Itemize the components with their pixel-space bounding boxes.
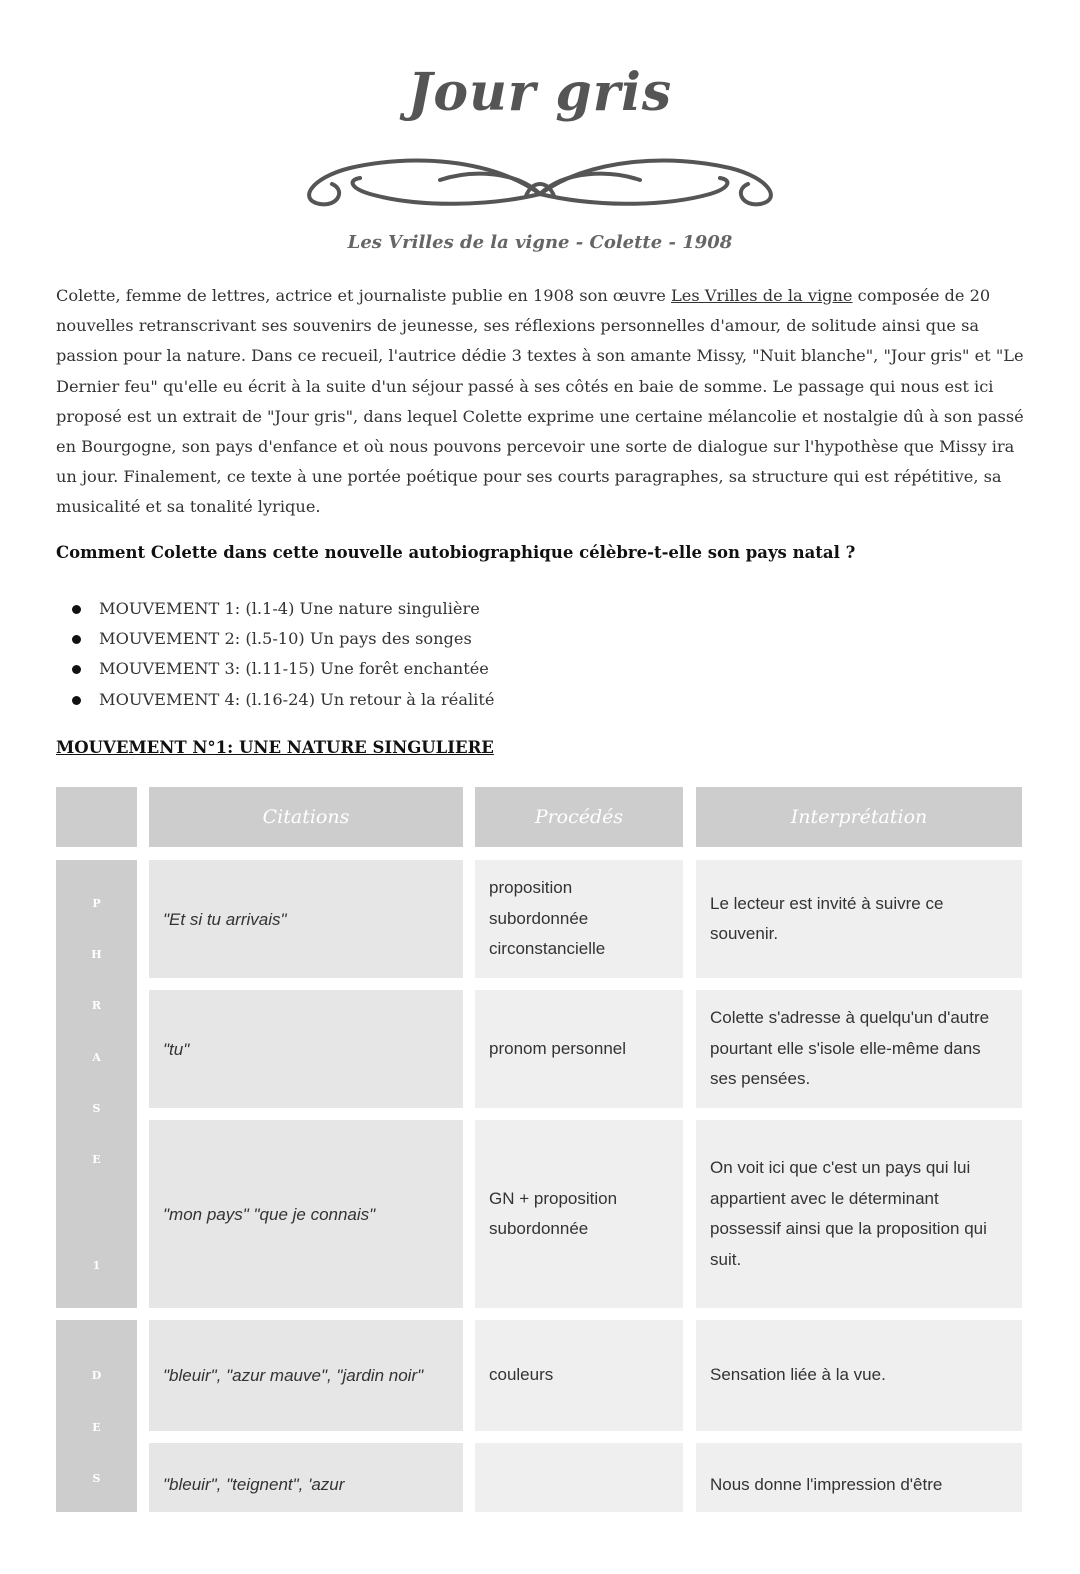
header-citations: Citations	[149, 787, 463, 847]
bullet-icon	[72, 665, 81, 674]
table-cell-citation: "tu"	[149, 990, 463, 1108]
bullet-icon	[72, 605, 81, 614]
group-letter: E	[92, 1421, 101, 1434]
subtitle: Les Vrilles de la vigne - Colette - 1908	[347, 232, 733, 253]
group-letter: 1	[92, 1259, 101, 1272]
table-cell-interpretation: Le lecteur est invité à suivre ce souvenir.	[696, 860, 1022, 978]
list-item	[56, 594, 494, 624]
ornament-divider	[290, 150, 790, 212]
table-cell-citation: "bleuir", "azur mauve", "jardin noir"	[149, 1320, 463, 1431]
table-cell-citation: "bleuir", "teignent", 'azur	[149, 1443, 463, 1512]
intro-paragraph	[56, 281, 1026, 523]
movement-label: MOUVEMENT 1: (l.1-4) Une nature singulière	[99, 599, 480, 618]
group-letter: D	[91, 1369, 102, 1382]
group-letter: E	[92, 1153, 101, 1166]
table-cell-procede	[475, 1443, 683, 1512]
movement-label: MOUVEMENT 4: (l.16-24) Un retour à la réalité	[99, 689, 495, 709]
group-letter: H	[91, 948, 102, 961]
movement-label: MOUVEMENT 2: (l.5-10) Un pays des songes	[99, 629, 472, 649]
movement-label: MOUVEMENT 3: (l.11-15) Une forêt enchantée	[99, 659, 489, 679]
list-item	[56, 654, 494, 684]
table-cell-procede: proposition subordonnée circonstancielle	[475, 860, 683, 978]
intro-text-start: Colette, femme de lettres, actrice et journaliste publie en 1908 son œuvre	[56, 286, 671, 305]
table-cell-procede: GN + proposition subordonnée	[475, 1120, 683, 1308]
bullet-icon	[72, 635, 81, 644]
group-label-phrase-1	[56, 860, 137, 1308]
bullet-icon	[72, 696, 81, 705]
table-cell-interpretation: Sensation liée à la vue.	[696, 1320, 1022, 1431]
table-cell-interpretation: On voit ici que c'est un pays qui lui appartient avec le déterminant possessif ainsi que la proposition qui suit.	[696, 1120, 1022, 1308]
table-cell-interpretation: Nous donne l'impression d'être	[696, 1443, 1022, 1512]
group-letter: A	[92, 1051, 101, 1064]
movements-list	[56, 594, 494, 715]
section-title: MOUVEMENT N°1: UNE NATURE SINGULIERE	[56, 738, 494, 757]
header-procedes: Procédés	[475, 787, 683, 847]
group-letter: R	[91, 999, 102, 1012]
intro-text-end: composée de 20 nouvelles retranscrivant ses souvenirs de jeunesse, ses réflexions personnelles d'amour, de solitude ainsi que sa passion pour la nature. Dans ce recueil, l'autrice dédie 3 textes à son amante Missy, "Nuit blanche", "Jour gris" et "Le Dernier feu" qu'elle eu écrit à la suite d'un séjour passé à ses côtés en baie de somme. Le passage qui nous est ici proposé est un extrait de "Jour gris", dans lequel Colette exprime une certaine mélancolie et nostalgie dû à son passé en Bourgogne, son pays d'enfance et où nous pouvons percevoir une sorte de dialogue sur l'hypothèse que Missy ira un jour. Finalement, ce texte à une portée poétique pour ses courts paragraphes, sa structure qui est répétitive, sa musicalité et sa tonalité lyrique.	[56, 286, 1024, 517]
group-letter: P	[92, 897, 101, 910]
table-cell-interpretation: Colette s'adresse à quelqu'un d'autre pourtant elle s'isole elle-même dans ses pensées.	[696, 990, 1022, 1108]
page-title: Jour gris	[407, 62, 673, 123]
header-corner-cell	[56, 787, 137, 847]
group-letter: S	[92, 1102, 101, 1115]
problematic-question: Comment Colette dans cette nouvelle autobiographique célèbre-t-elle son pays natal ?	[56, 543, 856, 562]
group-letter: S	[92, 1472, 101, 1485]
table-cell-citation: "Et si tu arrivais"	[149, 860, 463, 978]
list-item	[56, 624, 494, 654]
table-cell-procede: couleurs	[475, 1320, 683, 1431]
group-label-des	[56, 1320, 137, 1512]
work-title: Les Vrilles de la vigne	[670, 286, 853, 305]
table-cell-citation: "mon pays" "que je connais"	[149, 1120, 463, 1308]
list-item	[56, 685, 494, 715]
header-interpretation: Interprétation	[696, 787, 1022, 847]
table-cell-procede: pronom personnel	[475, 990, 683, 1108]
